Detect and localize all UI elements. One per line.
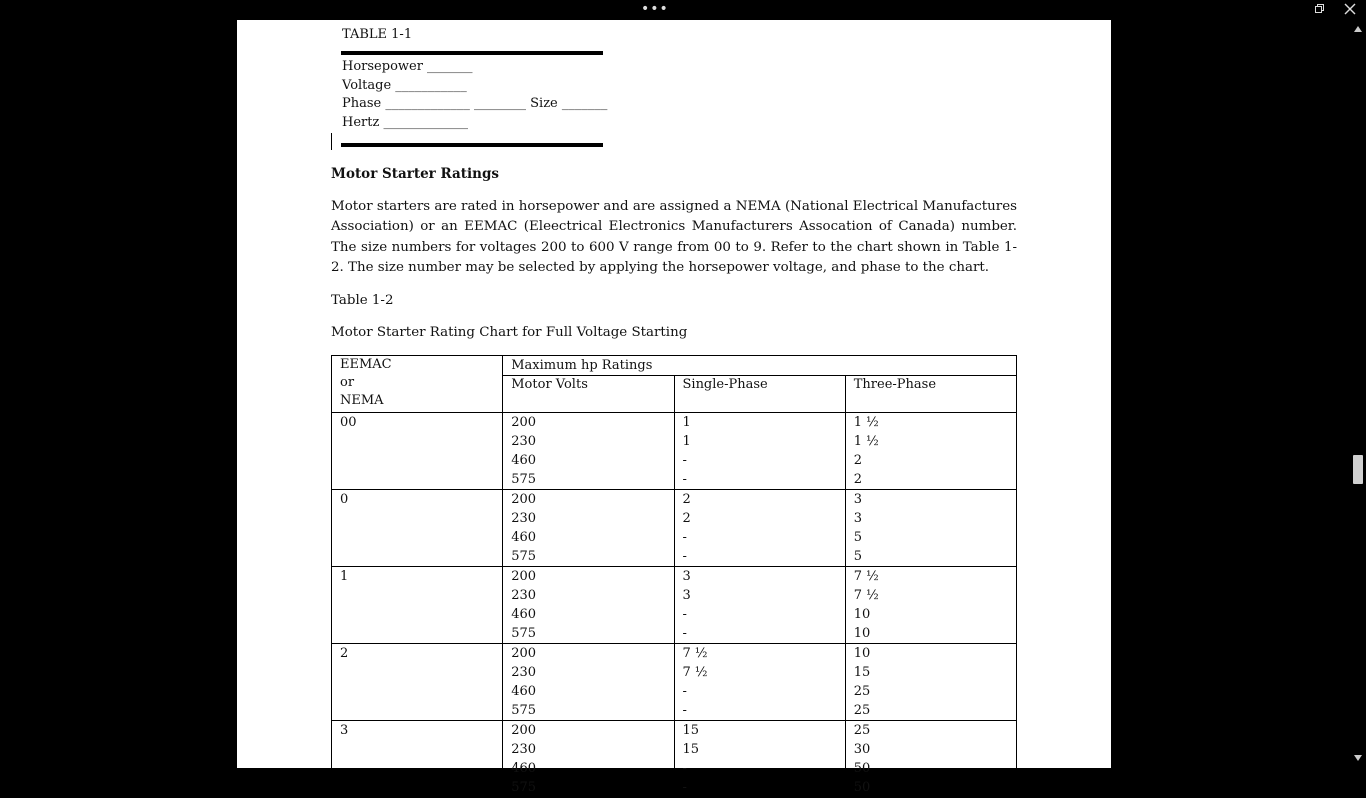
document-page <box>237 20 1111 795</box>
three-phase-value: 2 <box>853 472 863 487</box>
three-phase-value: 50 <box>853 761 871 776</box>
three-phase-value: 7 ½ <box>853 569 879 584</box>
size-value: 00 <box>340 415 357 430</box>
single-phase-value: 2 <box>682 492 691 507</box>
volts-value: 230 <box>511 742 537 757</box>
horsepower-field: Horsepower _______ <box>342 59 473 74</box>
volts-value: 460 <box>511 607 537 622</box>
single-phase-value: 15 <box>682 742 700 757</box>
three-phase-cell <box>845 490 1016 567</box>
size-cell <box>332 413 503 490</box>
body-paragraph: Motor starters are rated in horsepower and are assigned a NEMA (National Electrical Manufactures Association) or an EEMAC (Eleectrical Electronics Manufacturers Assocation of Canada) number. The size numbers for voltages 200 to 600 V range from 00 to 9. Refer to the chart shown in Table 1-2. The size number may be selected by applying the horsepower voltage, and phase to the chart. <box>331 199 1017 276</box>
single-phase-value: - <box>682 703 687 718</box>
three-phase-value: 5 <box>853 549 863 564</box>
header-max-hp: Maximum hp Ratings <box>503 356 1017 376</box>
phase-size-field: Phase _____________ ________ Size _______ <box>342 96 608 111</box>
single-phase-cell <box>674 721 845 798</box>
volts-value: 575 <box>511 780 537 795</box>
table-row <box>332 721 1017 798</box>
volts-value: 575 <box>511 472 537 487</box>
size-value: 3 <box>340 723 349 738</box>
single-phase-cell <box>674 413 845 490</box>
table-row <box>332 413 1017 490</box>
single-phase-cell <box>674 490 845 567</box>
single-phase-value: - <box>682 472 687 487</box>
header-three-phase: Three-Phase <box>845 376 1016 413</box>
size-value: 0 <box>340 492 349 507</box>
arrow-down-icon[interactable] <box>1354 755 1362 761</box>
size-value: 2 <box>340 646 349 661</box>
rating-table <box>331 355 1017 798</box>
single-phase-value: - <box>682 549 687 564</box>
single-phase-value: 2 <box>682 511 691 526</box>
three-phase-value: 1 ½ <box>853 434 879 449</box>
single-phase-cell <box>674 567 845 644</box>
vertical-scrollbar[interactable] <box>1350 20 1366 768</box>
three-phase-value: 10 <box>853 607 871 622</box>
single-phase-value: 7 ½ <box>682 646 708 661</box>
three-phase-value: 5 <box>853 530 863 545</box>
volts-value: 575 <box>511 549 537 564</box>
size-cell <box>332 644 503 721</box>
volts-value: 230 <box>511 665 537 680</box>
single-phase-value: - <box>682 684 687 699</box>
volts-value: 230 <box>511 434 537 449</box>
voltage-field: Voltage ___________ <box>342 78 467 93</box>
scrollbar-thumb[interactable] <box>1353 455 1363 484</box>
volts-cell <box>503 721 674 798</box>
volts-value: 230 <box>511 588 537 603</box>
three-phase-value: 3 <box>853 492 863 507</box>
more-icon[interactable]: ••• <box>641 1 669 17</box>
three-phase-value: 30 <box>853 742 871 757</box>
single-phase-value: 3 <box>682 588 691 603</box>
three-phase-cell <box>845 721 1016 798</box>
form-title: TABLE 1-1 <box>342 27 413 42</box>
volts-value: 230 <box>511 511 537 526</box>
text-cursor <box>331 133 332 150</box>
size-cell <box>332 721 503 798</box>
table-row <box>332 567 1017 644</box>
three-phase-value: 25 <box>853 684 871 699</box>
single-phase-value: 7 ½ <box>682 665 708 680</box>
single-phase-value: - <box>682 761 687 776</box>
volts-cell <box>503 413 674 490</box>
single-phase-value: 1 <box>682 415 691 430</box>
form-top-rule <box>341 51 603 55</box>
single-phase-value: - <box>682 626 687 641</box>
header-motor-volts: Motor Volts <box>503 376 674 413</box>
section-heading: Motor Starter Ratings <box>331 166 499 182</box>
single-phase-value: - <box>682 530 687 545</box>
arrow-up-icon[interactable] <box>1354 26 1362 32</box>
three-phase-value: 1 ½ <box>853 415 879 430</box>
volts-value: 200 <box>511 492 537 507</box>
volts-value: 200 <box>511 415 537 430</box>
volts-value: 460 <box>511 761 537 776</box>
three-phase-value: 7 ½ <box>853 588 879 603</box>
volts-value: 575 <box>511 626 537 641</box>
volts-value: 200 <box>511 646 537 661</box>
size-cell <box>332 490 503 567</box>
three-phase-value: 2 <box>853 453 863 468</box>
three-phase-value: 3 <box>853 511 863 526</box>
table-label: Table 1-2 <box>331 293 394 308</box>
size-cell <box>332 567 503 644</box>
three-phase-cell <box>845 413 1016 490</box>
single-phase-value: 1 <box>682 434 691 449</box>
size-value: 1 <box>340 569 349 584</box>
three-phase-cell <box>845 644 1016 721</box>
three-phase-value: 15 <box>853 665 871 680</box>
three-phase-value: 25 <box>853 703 871 718</box>
single-phase-value: - <box>682 607 687 622</box>
single-phase-value: - <box>682 453 687 468</box>
header-eemac-nema: EEMAC or NEMA <box>332 356 503 413</box>
volts-value: 200 <box>511 723 537 738</box>
single-phase-value: 3 <box>682 569 691 584</box>
volts-cell <box>503 490 674 567</box>
restore-icon[interactable] <box>1315 4 1324 13</box>
close-icon[interactable] <box>1344 3 1356 15</box>
volts-cell <box>503 644 674 721</box>
volts-value: 460 <box>511 453 537 468</box>
three-phase-value: 10 <box>853 646 871 661</box>
single-phase-value: - <box>682 780 687 795</box>
three-phase-value: 50 <box>853 780 871 795</box>
hertz-field: Hertz _____________ <box>342 115 468 130</box>
table-row <box>332 644 1017 721</box>
three-phase-value: 10 <box>853 626 871 641</box>
form-bottom-rule <box>341 143 603 147</box>
volts-value: 200 <box>511 569 537 584</box>
table-caption: Motor Starter Rating Chart for Full Voltage Starting <box>331 325 688 340</box>
volts-cell <box>503 567 674 644</box>
three-phase-cell <box>845 567 1016 644</box>
single-phase-value: 15 <box>682 723 700 738</box>
three-phase-value: 25 <box>853 723 871 738</box>
volts-value: 575 <box>511 703 537 718</box>
header-single-phase: Single-Phase <box>674 376 845 413</box>
volts-value: 460 <box>511 684 537 699</box>
title-bar <box>0 0 1366 20</box>
single-phase-cell <box>674 644 845 721</box>
volts-value: 460 <box>511 530 537 545</box>
table-row <box>332 490 1017 567</box>
